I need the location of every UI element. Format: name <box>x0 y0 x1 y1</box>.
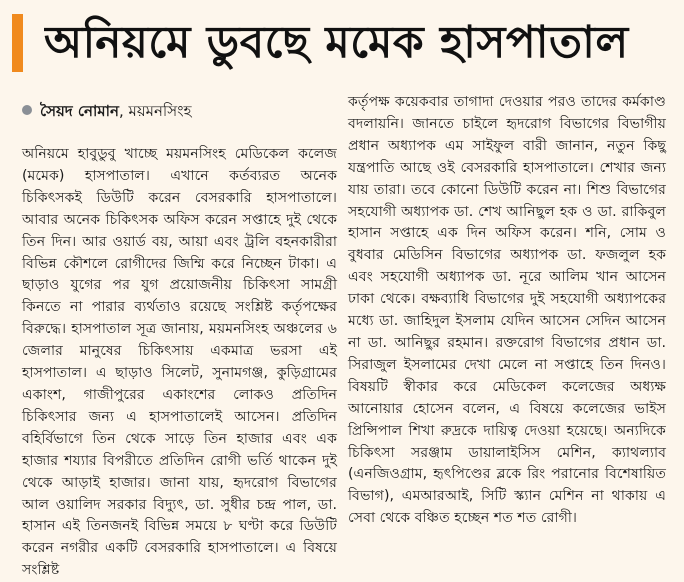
byline-author: সৈয়দ নোমান <box>40 102 119 120</box>
byline <box>22 100 337 122</box>
article-column-left <box>22 144 337 582</box>
left-column-text: অনিয়মে হাবুডুবু খাচ্ছে ময়মনসিংহ মেডিকেল কলেজ (মমেক) হাসপাতাল। এখানে কর্তব্যরত অনেক চিকিৎসকই ডিউটি করেন বেসরকারি হাসপাতালে। আবার অনেক চিকিৎসক অফিস করেন সপ্তাহে দুই থেকে তিন দিন। আর ওয়ার্ড বয়, আয়া এবং ট্রলি বহনকারীরা বিভিন্ন কৌশলে রোগীদের জিম্মি করে নিচ্ছেন টাকা। এ ছাড়াও যুগের পর যুগ প্রয়োজনীয় চিকিৎসা সামগ্রী কিনতে না পারার ব্যর্থতাও রয়েছে সংশ্লিষ্ট কর্তৃপক্ষের বিরুদ্ধে। হাসপাতাল সূত্র জানায়, ময়মনসিংহ অঞ্চলের ৬ জেলার মানুষের চিকিৎসায় একমাত্র ভরসা এই হাসপাতাল। এ ছাড়াও সিলেট, সুনামগঞ্জ, কুড়িগ্রামের একাংশ, গাজীপুরের একাংশের লোকও প্রতিদিন চিকিৎসার জন্য এ হাসপাতালেই আসেন। প্রতিদিন বহির্বিভাগে তিন থেকে সাড়ে তিন হাজার এবং এক হাজার শয্যার বিপরীতে প্রতিদিন রোগী ভর্তি থাকেন দুই থেকে আড়াই হাজার। জানা যায়, হৃদরোগ বিভাগের আল ওয়ালিদ সরকার বিদ্যুৎ, ডা. সুধীর চন্দ্র পাল, ডা. হাসান এই তিনজনই বিভিন্ন সময়ে ৮ ঘণ্টা করে ডিউটি করেন নগরীর একটি বেসরকারি হাসপাতালে। এ বিষয়ে সংশ্লিষ্ট <box>22 146 337 579</box>
headline-accent-bar <box>12 14 23 72</box>
article-column-right <box>348 92 666 530</box>
byline-separator: , <box>118 102 129 120</box>
right-column-text: কর্তৃপক্ষ কয়েকবার তাগাদা দেওয়ার পরও তাদের কর্মকাণ্ড বদলায়নি। জানতে চাইলে হৃদরোগ বিভাগের বিভাগীয় প্রধান অধ্যাপক এম সাইফুল বারী জানান, নতুন কিছু যন্ত্রপাতি আছে ওই বেসরকারি হাসপাতালে। শেখার জন্য যায় তারা। তবে কোনো ডিউটি করেন না। শিশু বিভাগের সহযোগী অধ্যাপক ডা. শেখ আনিছুল হক ও ডা. রাকিবুল হাসান সপ্তাহে এক দিন অফিস করেন। শনি, সোম ও বুধবার মেডিসিন বিভাগের অধ্যাপক ডা. ফজলুল হক এবং সহযোগী অধ্যাপক ডা. নূরে আলিম খান আসেন ঢাকা থেকে। বক্ষব্যাধি বিভাগের দুই সহযোগী অধ্যাপকের মধ্যে ডা. জাহিদুল ইসলাম যেদিন আসেন সেদিন আসেন না ডা. আনিছুর রহমান। রক্তরোগ বিভাগের প্রধান ডা. সিরাজুল ইসলামের দেখা মেলে না সপ্তাহে তিন দিনও। বিষয়টি স্বীকার করে মেডিকেল কলেজের অধ্যক্ষ আনোয়ার হোসেন বলেন, এ বিষয়ে কলেজের ভাইস প্রিন্সিপাল শিখা রুদ্রকে দায়িত্ব দেওয়া হয়েছে। অন্যদিকে চিকিৎসা সরঞ্জাম ডায়ালাইসিস মেশিন, ক্যাথল্যাব (এনজিওগ্রাম, হৃৎপিণ্ডের ব্লকে রিং পরানোর বিশেষায়িত বিভাগ), এমআরআই, সিটি স্ক্যান মেশিন না থাকায় এ সেবা থেকে বঞ্চিত হচ্ছেন শত শত রোগী। <box>348 94 666 527</box>
bullet-dot-icon <box>22 105 32 115</box>
headline: অনিয়মে ডুবছে মমেক হাসপাতাল <box>44 17 629 68</box>
byline-place: ময়মনসিংহ <box>128 102 192 120</box>
